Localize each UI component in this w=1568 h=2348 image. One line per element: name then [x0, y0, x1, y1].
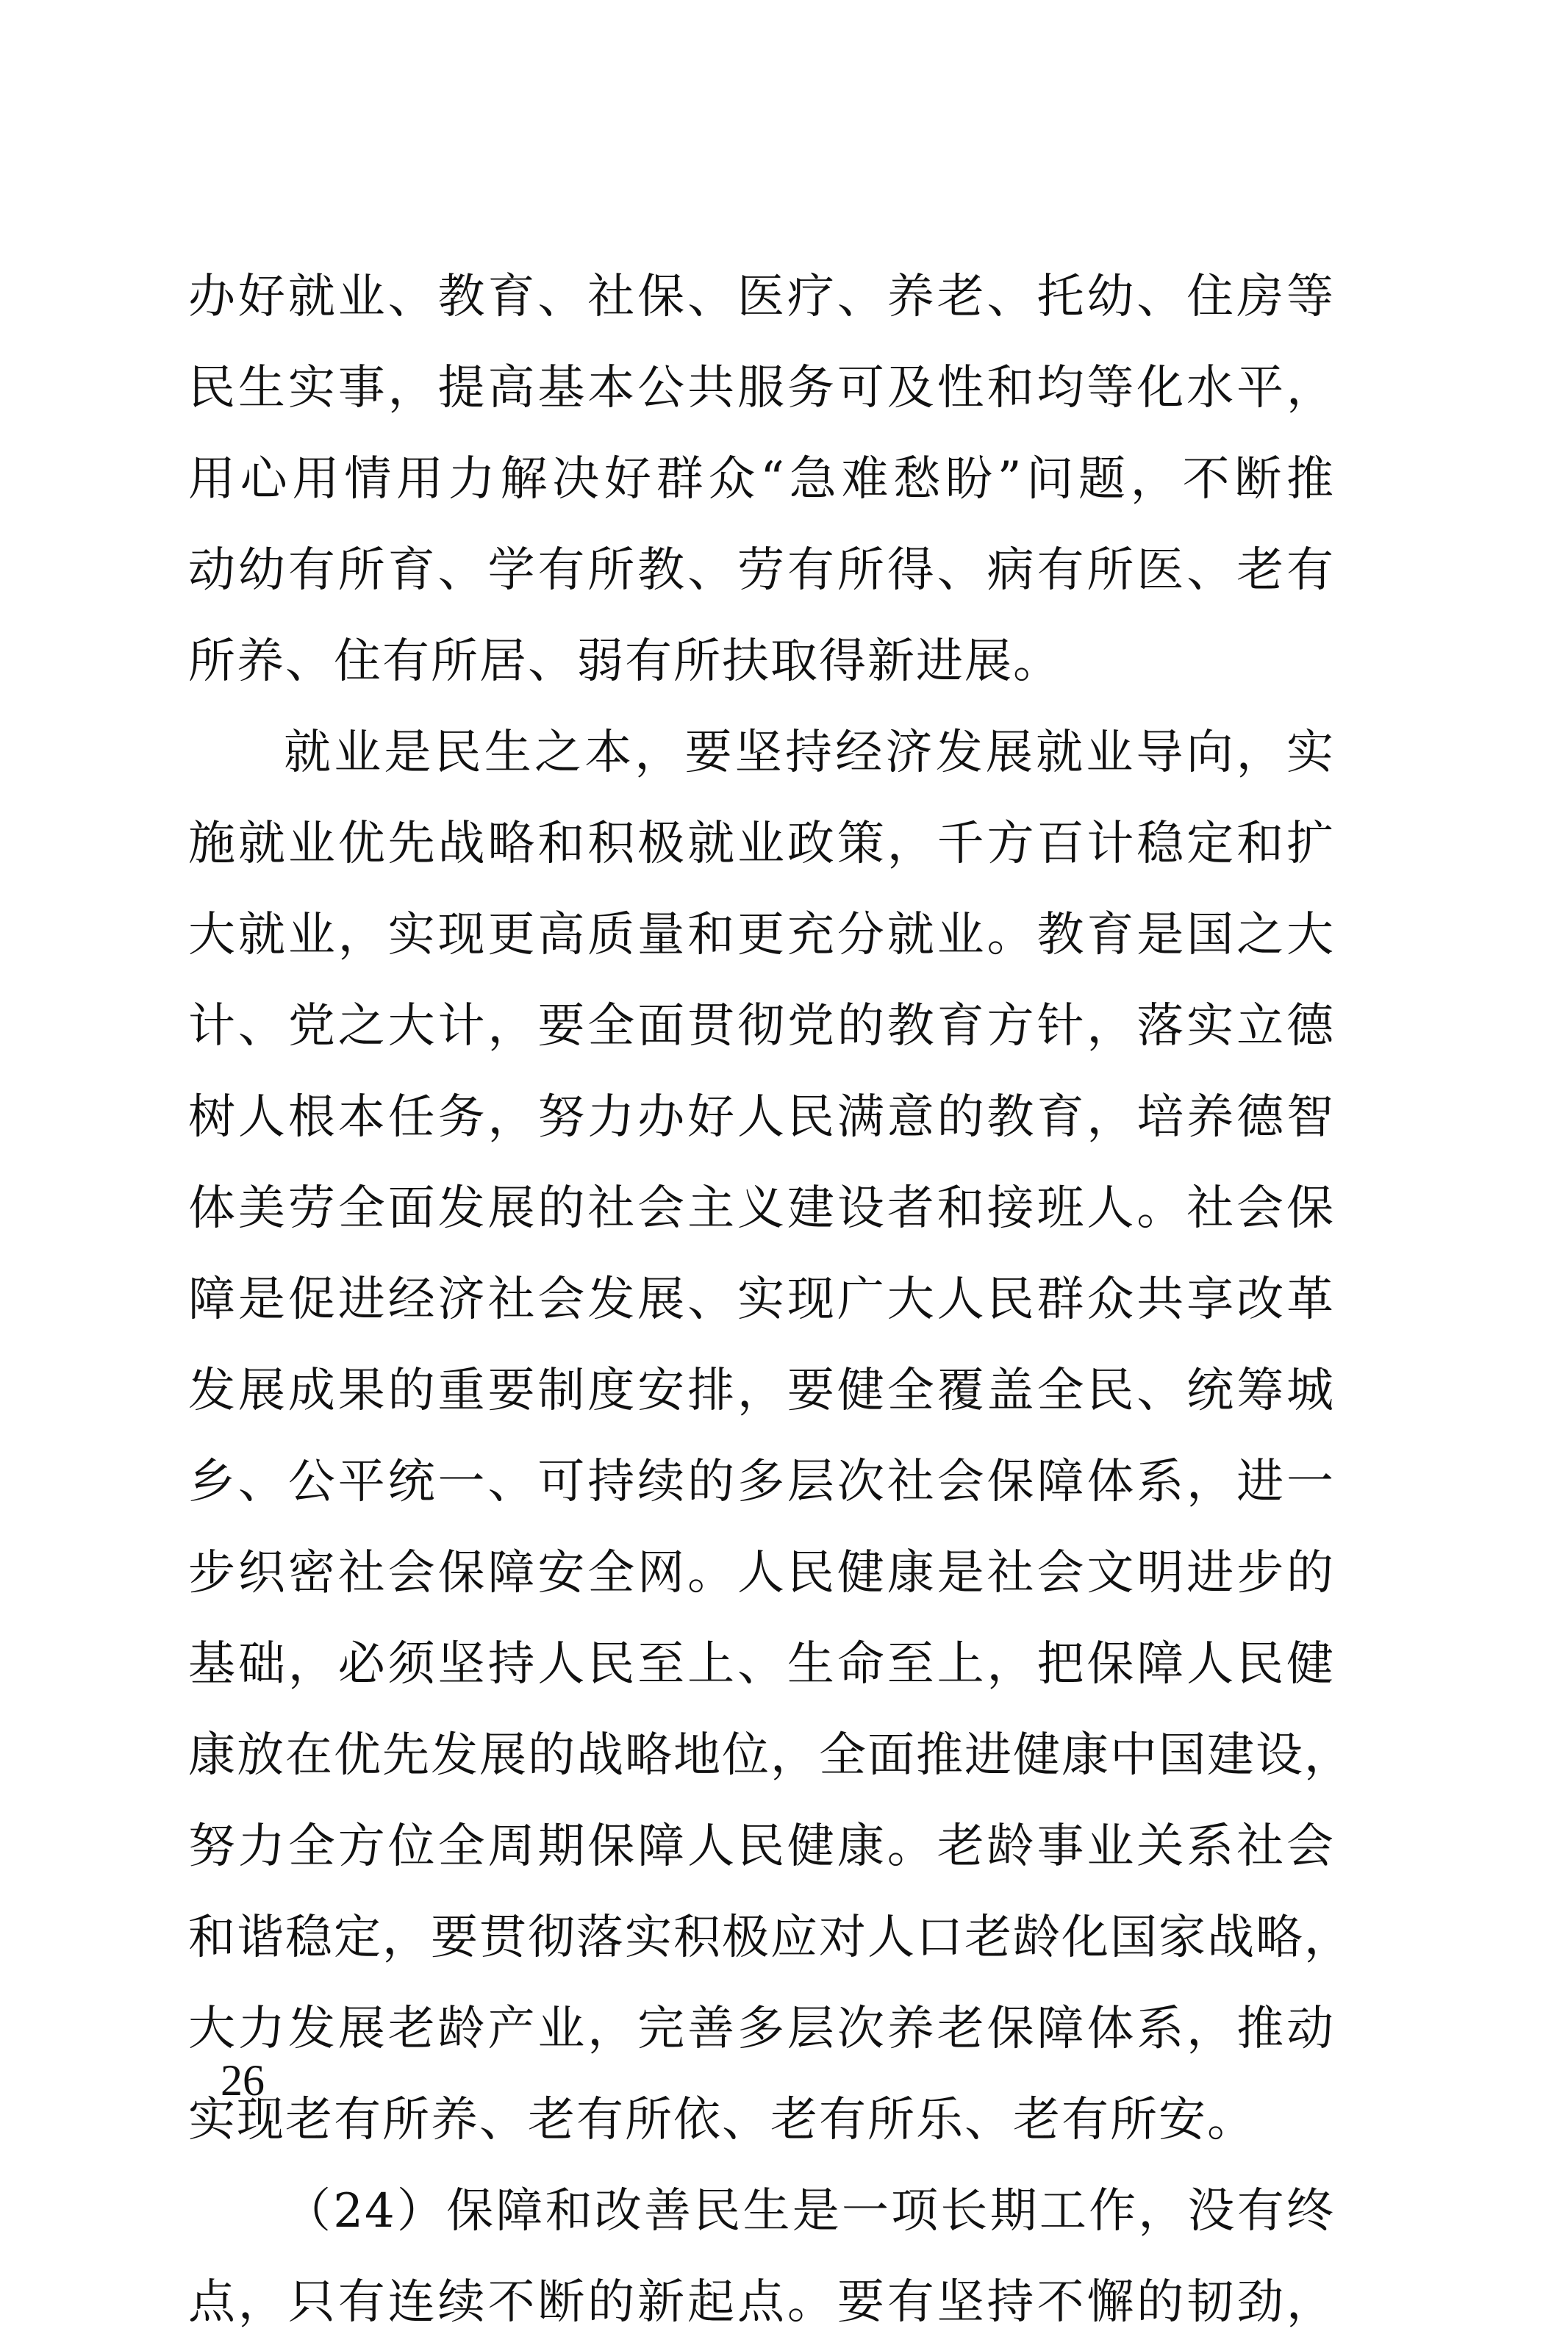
- body-text: [188, 251, 1353, 2348]
- text-line: 用心用情用力解决好群众“急难愁盼”问题，不断推: [188, 452, 1335, 507]
- paragraph: [188, 707, 1353, 2166]
- text-line: 基础，必须坚持人民至上、生命至上，把保障人民健: [188, 1637, 1335, 1692]
- paragraph: [188, 2166, 1335, 2348]
- text-line: 努力全方位全周期保障人民健康。老龄事业关系社会: [188, 1819, 1335, 1874]
- paragraph: [188, 251, 1335, 707]
- text-line: 大力发展老龄产业，完善多层次养老保障体系，推动: [188, 2002, 1335, 2056]
- text-line: 施就业优先战略和积极就业政策，千方百计稳定和扩: [188, 817, 1335, 871]
- text-line: 办好就业、教育、社保、医疗、养老、托幼、住房等: [188, 270, 1335, 324]
- text-line: 乡、公平统一、可持续的多层次社会保障体系，进一: [188, 1455, 1335, 1509]
- text-line: 体美劳全面发展的社会主义建设者和接班人。社会保: [188, 1181, 1335, 1236]
- text-line: 所养、住有所居、弱有所扶取得新进展。: [188, 634, 1062, 689]
- text-line: 发展成果的重要制度安排，要健全覆盖全民、统筹城: [188, 1364, 1335, 1418]
- page-number: 26: [221, 2056, 265, 2105]
- text-line: 步织密社会保障安全网。人民健康是社会文明进步的: [188, 1546, 1335, 1600]
- text-line: 民生实事，提高基本公共服务可及性和均等化水平，: [188, 361, 1335, 415]
- text-line: 大就业，实现更高质量和更充分就业。教育是国之大: [188, 908, 1335, 962]
- text-line: 点，只有连续不断的新起点。要有坚持不懈的韧劲，: [188, 2275, 1335, 2330]
- text-line: 树人根本任务，努力办好人民满意的教育，培养德智: [188, 1090, 1335, 1145]
- text-line: 实现老有所养、老有所依、老有所乐、老有所安。: [188, 2093, 1256, 2147]
- text-line: 和谐稳定，要贯彻落实积极应对人口老龄化国家战略，: [188, 1911, 1353, 1965]
- text-line: 就业是民生之本，要坚持经济发展就业导向，实: [284, 726, 1335, 780]
- text-line: 计、党之大计，要全面贯彻党的教育方针，落实立德: [188, 999, 1335, 1053]
- text-line: 动幼有所育、学有所教、劳有所得、病有所医、老有: [188, 543, 1335, 598]
- text-line: 障是促进经济社会发展、实现广大人民群众共享改革: [188, 1273, 1335, 1327]
- text-line: （24）保障和改善民生是一项长期工作，没有终: [284, 2184, 1335, 2238]
- text-line: 康放在优先发展的战略地位，全面推进健康中国建设，: [188, 1728, 1353, 1783]
